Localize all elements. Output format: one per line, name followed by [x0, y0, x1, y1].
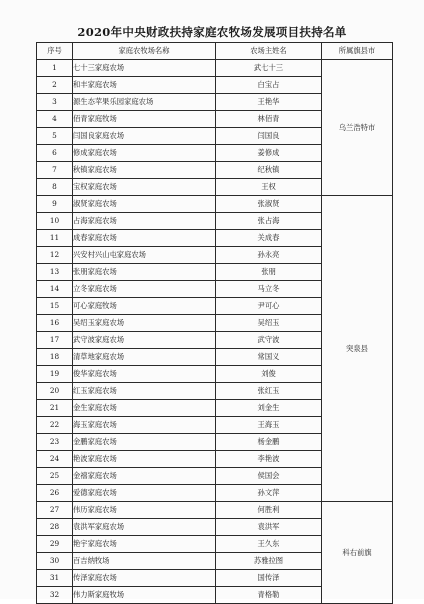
cell-serial-number: 26 [37, 485, 73, 502]
cell-serial-number: 22 [37, 417, 73, 434]
support-list-table [36, 42, 393, 604]
cell-owner-name: 杨金鹏 [216, 434, 322, 451]
cell-county: 乌兰浩特市 [322, 60, 393, 196]
cell-farm-name: 吴绍玉家庭农场 [73, 315, 216, 332]
table-row [37, 502, 393, 519]
cell-serial-number: 13 [37, 264, 73, 281]
cell-owner-name: 青格勒 [216, 587, 322, 604]
header-farm-name: 家庭农牧场名称 [73, 43, 216, 60]
header-serial-number: 序号 [37, 43, 73, 60]
cell-serial-number: 16 [37, 315, 73, 332]
cell-farm-name: 传泽家庭农场 [73, 570, 216, 587]
cell-serial-number: 32 [37, 587, 73, 604]
cell-serial-number: 11 [37, 230, 73, 247]
cell-farm-name: 可心家庭牧场 [73, 298, 216, 315]
header-owner-name: 农场主姓名 [216, 43, 322, 60]
cell-serial-number: 2 [37, 77, 73, 94]
cell-farm-name: 淑贤家庭农场 [73, 196, 216, 213]
table-body [37, 60, 393, 604]
cell-serial-number: 21 [37, 400, 73, 417]
cell-owner-name: 马立冬 [216, 281, 322, 298]
cell-owner-name: 刘俊 [216, 366, 322, 383]
cell-farm-name: 武守波家庭农场 [73, 332, 216, 349]
cell-owner-name: 国传泽 [216, 570, 322, 587]
cell-owner-name: 孙永亮 [216, 247, 322, 264]
cell-serial-number: 6 [37, 145, 73, 162]
cell-owner-name: 林佰青 [216, 111, 322, 128]
cell-owner-name: 王海玉 [216, 417, 322, 434]
cell-farm-name: 源生态苹果乐园家庭农场 [73, 94, 216, 111]
cell-farm-name: 成春家庭农场 [73, 230, 216, 247]
cell-owner-name: 武守波 [216, 332, 322, 349]
cell-owner-name: 吴绍玉 [216, 315, 322, 332]
cell-serial-number: 8 [37, 179, 73, 196]
cell-serial-number: 18 [37, 349, 73, 366]
cell-serial-number: 3 [37, 94, 73, 111]
cell-owner-name: 苏雅拉图 [216, 553, 322, 570]
table-header-row [37, 43, 393, 60]
cell-farm-name: 占海家庭农场 [73, 213, 216, 230]
table-row [37, 196, 393, 213]
cell-serial-number: 5 [37, 128, 73, 145]
cell-owner-name: 纪秋镇 [216, 162, 322, 179]
cell-owner-name: 李艳波 [216, 451, 322, 468]
header-county: 所属旗县市 [322, 43, 393, 60]
cell-farm-name: 和丰家庭农场 [73, 77, 216, 94]
cell-owner-name: 袁洪军 [216, 519, 322, 536]
cell-serial-number: 24 [37, 451, 73, 468]
cell-owner-name: 何胜利 [216, 502, 322, 519]
cell-serial-number: 12 [37, 247, 73, 264]
cell-serial-number: 17 [37, 332, 73, 349]
cell-owner-name: 常国义 [216, 349, 322, 366]
cell-owner-name: 张朋 [216, 264, 322, 281]
cell-owner-name: 姜修成 [216, 145, 322, 162]
cell-serial-number: 15 [37, 298, 73, 315]
cell-farm-name: 艳波家庭农场 [73, 451, 216, 468]
cell-owner-name: 张占海 [216, 213, 322, 230]
cell-owner-name: 尹可心 [216, 298, 322, 315]
cell-serial-number: 7 [37, 162, 73, 179]
cell-farm-name: 兴安村兴山屯家庭农场 [73, 247, 216, 264]
cell-farm-name: 金鹏家庭农场 [73, 434, 216, 451]
cell-farm-name: 立冬家庭农场 [73, 281, 216, 298]
cell-owner-name: 武七十三 [216, 60, 322, 77]
cell-farm-name: 闫国良家庭农场 [73, 128, 216, 145]
cell-owner-name: 孙文萍 [216, 485, 322, 502]
cell-serial-number: 25 [37, 468, 73, 485]
cell-farm-name: 百吉纳牧场 [73, 553, 216, 570]
cell-farm-name: 宝权家庭农场 [73, 179, 216, 196]
cell-farm-name: 张朋家庭农场 [73, 264, 216, 281]
cell-farm-name: 金禧家庭农场 [73, 468, 216, 485]
cell-serial-number: 31 [37, 570, 73, 587]
cell-farm-name: 七十三家庭农场 [73, 60, 216, 77]
cell-serial-number: 10 [37, 213, 73, 230]
cell-farm-name: 海玉家庭农场 [73, 417, 216, 434]
cell-farm-name: 修成家庭农场 [73, 145, 216, 162]
cell-farm-name: 秋镇家庭农场 [73, 162, 216, 179]
document-title: 2020年中央财政扶持家庭农牧场发展项目扶持名单 [77, 25, 347, 39]
cell-owner-name: 张红玉 [216, 383, 322, 400]
cell-serial-number: 29 [37, 536, 73, 553]
table-row [37, 60, 393, 77]
cell-owner-name: 侯国会 [216, 468, 322, 485]
cell-owner-name: 王久东 [216, 536, 322, 553]
cell-serial-number: 9 [37, 196, 73, 213]
cell-farm-name: 伟力斯家庭牧场 [73, 587, 216, 604]
cell-farm-name: 红玉家庭农场 [73, 383, 216, 400]
cell-owner-name: 张淑贤 [216, 196, 322, 213]
cell-county: 突泉县 [322, 196, 393, 502]
cell-farm-name: 袁洪军家庭农场 [73, 519, 216, 536]
cell-owner-name: 关成春 [216, 230, 322, 247]
cell-serial-number: 23 [37, 434, 73, 451]
cell-serial-number: 14 [37, 281, 73, 298]
cell-farm-name: 清草地家庭农场 [73, 349, 216, 366]
cell-farm-name: 俊华家庭农场 [73, 366, 216, 383]
cell-serial-number: 4 [37, 111, 73, 128]
cell-owner-name: 王艳华 [216, 94, 322, 111]
cell-farm-name: 伟历家庭农场 [73, 502, 216, 519]
cell-farm-name: 爱德家庭农场 [73, 485, 216, 502]
cell-owner-name: 刘金生 [216, 400, 322, 417]
cell-serial-number: 28 [37, 519, 73, 536]
cell-county: 科右前旗 [322, 502, 393, 604]
cell-farm-name: 艳宇家庭农场 [73, 536, 216, 553]
cell-farm-name: 金生家庭农场 [73, 400, 216, 417]
cell-owner-name: 王权 [216, 179, 322, 196]
cell-serial-number: 30 [37, 553, 73, 570]
cell-serial-number: 20 [37, 383, 73, 400]
cell-serial-number: 19 [37, 366, 73, 383]
cell-farm-name: 佰青家庭牧场 [73, 111, 216, 128]
cell-owner-name: 白宝占 [216, 77, 322, 94]
cell-owner-name: 闫国良 [216, 128, 322, 145]
cell-serial-number: 27 [37, 502, 73, 519]
cell-serial-number: 1 [37, 60, 73, 77]
